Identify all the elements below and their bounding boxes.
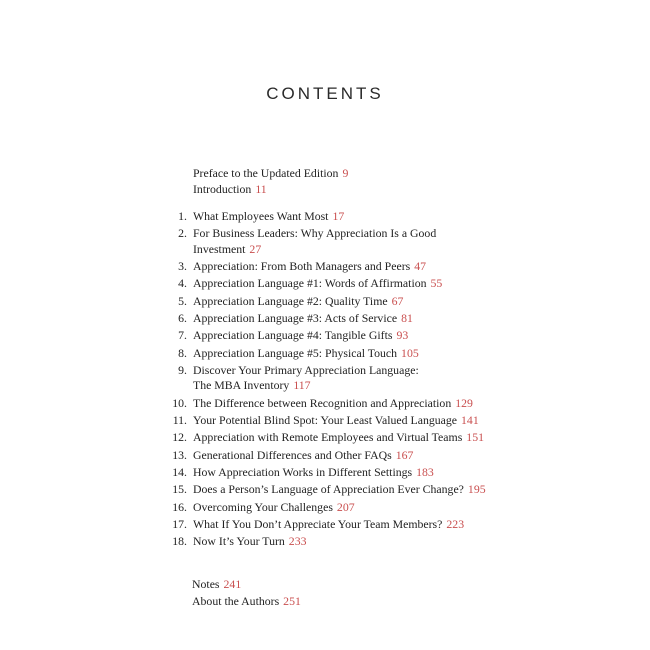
- chapter-page-number: 67: [391, 293, 404, 308]
- chapter-number: 11.: [172, 413, 187, 427]
- chapter-page-number: 151: [466, 430, 484, 445]
- chapter-title-line: Appreciation Language #1: Words of Affirmation 55: [193, 276, 443, 291]
- chapter-number: 18.: [172, 534, 187, 549]
- entry-title: Preface to the Updated Edition 9: [193, 166, 349, 180]
- entry-page-number: 251: [283, 594, 301, 608]
- chapter-title-line: Your Potential Blind Spot: Your Least Valued Language 141: [193, 413, 479, 427]
- chapter-page-number: 195: [467, 482, 486, 497]
- chapter-number: 17.: [172, 516, 187, 531]
- chapter-number: 1.: [178, 209, 187, 223]
- chapter-page-number: 47: [414, 259, 427, 274]
- chapter-page-number: 117: [293, 378, 311, 393]
- chapter-page-number: 129: [455, 395, 473, 410]
- chapter-number: 3.: [178, 259, 187, 274]
- chapter-number: 8.: [178, 345, 187, 360]
- chapter-page-number: 167: [395, 447, 414, 462]
- entry-title: About the Authors 251: [192, 594, 301, 608]
- chapter-number: 5.: [178, 293, 187, 308]
- chapter-title-line: Does a Person’s Language of Appreciation Ever Change? 195: [193, 482, 486, 497]
- entry-page-number: 241: [223, 577, 242, 591]
- chapter-title-line: The Difference between Recognition and Appreciation 129: [193, 395, 473, 410]
- chapter-page-number: 55: [430, 276, 443, 291]
- chapter-title-line: For Business Leaders: Why Appreciation Is a Good: [193, 226, 437, 241]
- chapter-title-line: How Appreciation Works in Different Settings 183: [193, 464, 434, 479]
- chapter-number: 15.: [172, 482, 187, 497]
- chapter-page-number: 207: [336, 499, 355, 514]
- chapter-title-line: Appreciation: From Both Managers and Peers 47: [193, 259, 427, 274]
- entry-title: Introduction 11: [193, 182, 267, 196]
- chapter-page-number: 93: [396, 328, 409, 343]
- entry-page-number: 9: [342, 166, 349, 180]
- chapter-number: 2.: [178, 226, 187, 241]
- chapter-page-number: 223: [446, 516, 465, 531]
- chapter-number: 4.: [178, 276, 187, 291]
- chapter-page-number: 81: [401, 311, 413, 325]
- chapter-title-line: What Employees Want Most 17: [193, 209, 345, 223]
- chapter-title-line: Appreciation Language #4: Tangible Gifts 93: [193, 328, 409, 343]
- chapter-page-number: 141: [461, 413, 479, 427]
- chapter-page-number: 105: [401, 345, 419, 360]
- chapter-number: 12.: [172, 430, 187, 445]
- chapter-number: 10.: [172, 395, 187, 410]
- chapter-page-number: 233: [288, 534, 307, 549]
- chapter-title-line: Appreciation Language #5: Physical Touch 105: [193, 345, 419, 360]
- chapter-title-line: Generational Differences and Other FAQs 167: [193, 447, 414, 462]
- chapter-title-line: Appreciation Language #3: Acts of Service 81: [193, 311, 413, 325]
- chapter-number: 13.: [172, 447, 187, 462]
- entry-page-number: 11: [255, 182, 267, 196]
- entry-title: Notes 241: [192, 577, 242, 591]
- chapter-page-number: 183: [416, 464, 434, 479]
- contents-title: CONTENTS: [266, 84, 384, 103]
- chapter-title-line: Appreciation Language #2: Quality Time 67: [193, 293, 404, 308]
- chapter-title-line: Overcoming Your Challenges 207: [193, 499, 355, 514]
- chapter-title-line: The MBA Inventory 117: [193, 378, 311, 393]
- chapter-title-line: What If You Don’t Appreciate Your Team Members? 223: [193, 516, 465, 531]
- chapter-title-line: Investment 27: [193, 241, 262, 256]
- chapter-page-number: 17: [332, 209, 345, 223]
- chapter-number: 16.: [172, 499, 187, 514]
- chapter-number: 6.: [178, 311, 187, 325]
- chapter-number: 7.: [178, 328, 187, 343]
- chapter-number: 9.: [178, 362, 187, 377]
- chapter-title-line: Discover Your Primary Appreciation Language:: [193, 362, 419, 377]
- chapter-page-number: 27: [249, 241, 262, 256]
- chapter-title-line: Appreciation with Remote Employees and Virtual Teams 151: [193, 430, 484, 445]
- chapter-title-line: Now It’s Your Turn 233: [193, 534, 307, 549]
- chapter-number: 14.: [172, 464, 187, 479]
